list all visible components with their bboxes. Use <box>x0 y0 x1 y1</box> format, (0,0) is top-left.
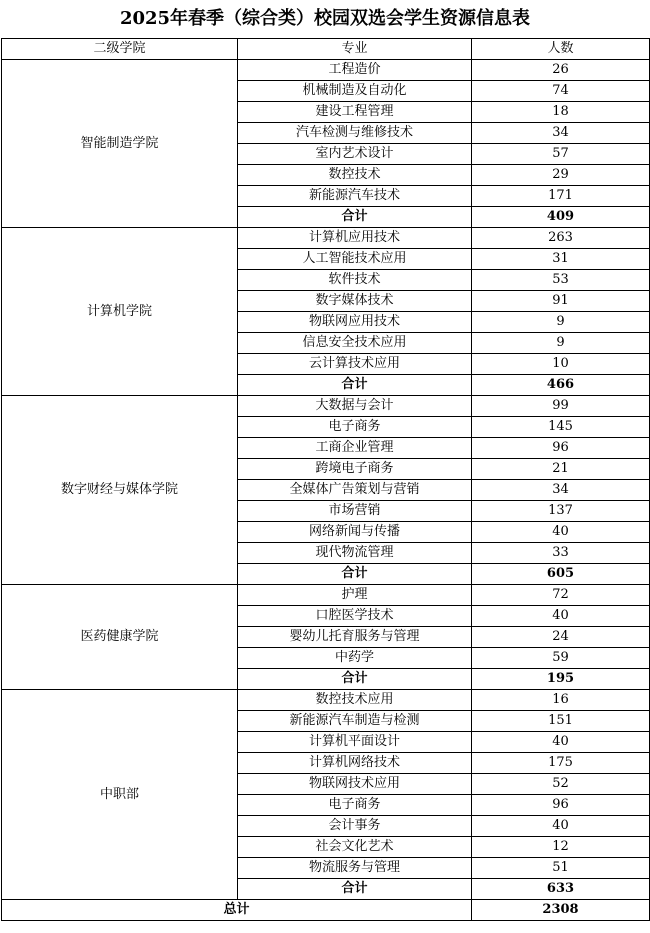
major-count: 40 <box>472 522 650 543</box>
header-row <box>2 39 650 60</box>
major-count: 72 <box>472 585 650 606</box>
subtotal-label: 合计 <box>238 564 472 585</box>
major-name: 汽车检测与维修技术 <box>238 123 472 144</box>
major-count: 34 <box>472 123 650 144</box>
major-count: 74 <box>472 81 650 102</box>
major-count: 52 <box>472 774 650 795</box>
major-count: 175 <box>472 753 650 774</box>
major-name: 婴幼儿托育服务与管理 <box>238 627 472 648</box>
major-name: 计算机网络技术 <box>238 753 472 774</box>
subtotal-label: 合计 <box>238 669 472 690</box>
major-count: 10 <box>472 354 650 375</box>
student-resource-table <box>1 38 650 921</box>
subtotal-value: 605 <box>472 564 650 585</box>
header-college: 二级学院 <box>2 39 238 60</box>
major-name: 云计算技术应用 <box>238 354 472 375</box>
college-name: 计算机学院 <box>2 228 238 396</box>
page-title: 2025年春季（综合类）校园双选会学生资源信息表 <box>119 8 531 29</box>
major-count: 18 <box>472 102 650 123</box>
major-count: 57 <box>472 144 650 165</box>
major-count: 33 <box>472 543 650 564</box>
major-name: 物联网技术应用 <box>238 774 472 795</box>
major-name: 计算机应用技术 <box>238 228 472 249</box>
major-name: 信息安全技术应用 <box>238 333 472 354</box>
major-count: 151 <box>472 711 650 732</box>
major-count: 40 <box>472 816 650 837</box>
major-name: 全媒体广告策划与营销 <box>238 480 472 501</box>
major-count: 145 <box>472 417 650 438</box>
table-row <box>2 690 650 711</box>
major-name: 现代物流管理 <box>238 543 472 564</box>
college-name: 数字财经与媒体学院 <box>2 396 238 585</box>
major-count: 40 <box>472 732 650 753</box>
major-count: 12 <box>472 837 650 858</box>
major-name: 电子商务 <box>238 417 472 438</box>
major-name: 网络新闻与传播 <box>238 522 472 543</box>
grand-total-value: 2308 <box>472 900 650 921</box>
table-row <box>2 396 650 417</box>
major-name: 室内艺术设计 <box>238 144 472 165</box>
major-count: 16 <box>472 690 650 711</box>
college-name: 医药健康学院 <box>2 585 238 690</box>
major-count: 26 <box>472 60 650 81</box>
subtotal-value: 466 <box>472 375 650 396</box>
college-name: 中职部 <box>2 690 238 900</box>
major-name: 电子商务 <box>238 795 472 816</box>
major-count: 21 <box>472 459 650 480</box>
major-name: 物联网应用技术 <box>238 312 472 333</box>
grand-total-label: 总计 <box>2 900 472 921</box>
major-count: 99 <box>472 396 650 417</box>
major-count: 31 <box>472 249 650 270</box>
major-name: 大数据与会计 <box>238 396 472 417</box>
major-name: 物流服务与管理 <box>238 858 472 879</box>
major-count: 51 <box>472 858 650 879</box>
major-name: 建设工程管理 <box>238 102 472 123</box>
subtotal-value: 409 <box>472 207 650 228</box>
major-count: 137 <box>472 501 650 522</box>
subtotal-value: 633 <box>472 879 650 900</box>
header-major: 专业 <box>238 39 472 60</box>
major-name: 软件技术 <box>238 270 472 291</box>
major-name: 数控技术 <box>238 165 472 186</box>
major-name: 中药学 <box>238 648 472 669</box>
table-row <box>2 60 650 81</box>
major-count: 9 <box>472 312 650 333</box>
major-count: 9 <box>472 333 650 354</box>
major-count: 263 <box>472 228 650 249</box>
major-name: 数字媒体技术 <box>238 291 472 312</box>
table-row <box>2 585 650 606</box>
subtotal-label: 合计 <box>238 879 472 900</box>
major-name: 口腔医学技术 <box>238 606 472 627</box>
major-name: 市场营销 <box>238 501 472 522</box>
major-count: 53 <box>472 270 650 291</box>
major-name: 会计事务 <box>238 816 472 837</box>
major-name: 新能源汽车制造与检测 <box>238 711 472 732</box>
major-name: 护理 <box>238 585 472 606</box>
major-count: 171 <box>472 186 650 207</box>
major-name: 跨境电子商务 <box>238 459 472 480</box>
major-count: 96 <box>472 438 650 459</box>
major-count: 91 <box>472 291 650 312</box>
subtotal-value: 195 <box>472 669 650 690</box>
major-name: 工商企业管理 <box>238 438 472 459</box>
major-count: 96 <box>472 795 650 816</box>
major-count: 34 <box>472 480 650 501</box>
major-count: 29 <box>472 165 650 186</box>
major-count: 59 <box>472 648 650 669</box>
major-name: 工程造价 <box>238 60 472 81</box>
major-name: 数控技术应用 <box>238 690 472 711</box>
subtotal-label: 合计 <box>238 207 472 228</box>
major-name: 新能源汽车技术 <box>238 186 472 207</box>
major-name: 社会文化艺术 <box>238 837 472 858</box>
college-name: 智能制造学院 <box>2 60 238 228</box>
table-body <box>2 39 650 921</box>
header-count: 人数 <box>472 39 650 60</box>
table-row <box>2 228 650 249</box>
major-name: 机械制造及自动化 <box>238 81 472 102</box>
major-name: 计算机平面设计 <box>238 732 472 753</box>
grand-total-row <box>2 900 650 921</box>
major-name: 人工智能技术应用 <box>238 249 472 270</box>
major-count: 40 <box>472 606 650 627</box>
subtotal-label: 合计 <box>238 375 472 396</box>
major-count: 24 <box>472 627 650 648</box>
